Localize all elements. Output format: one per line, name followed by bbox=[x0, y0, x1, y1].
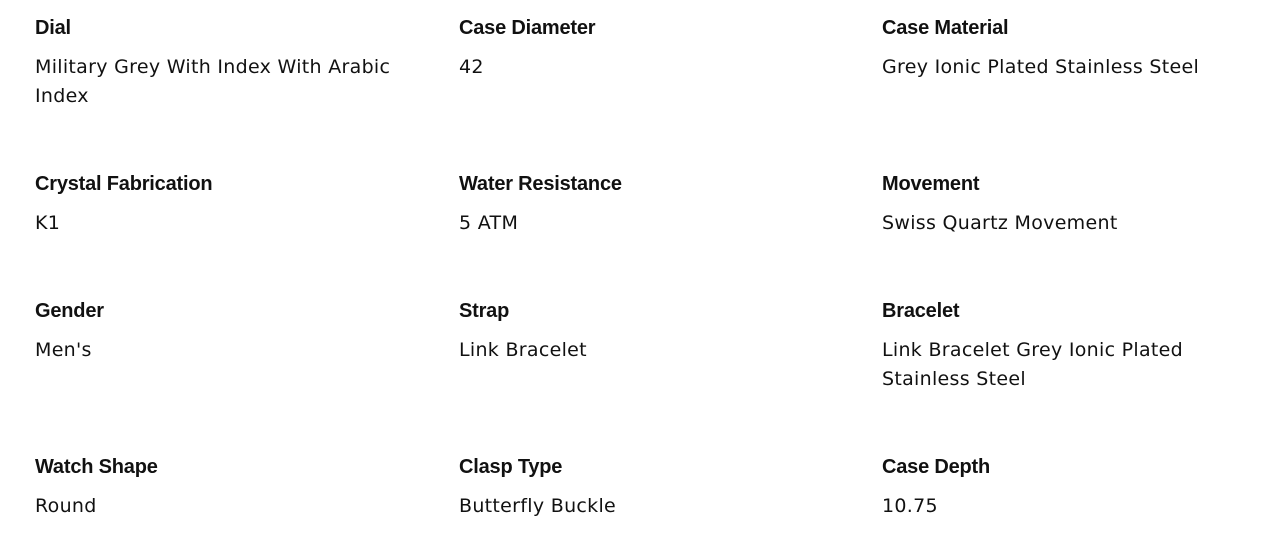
spec-water-resistance bbox=[459, 170, 882, 297]
spec-value: 10.75 bbox=[882, 495, 938, 517]
spec-label: Water Resistance bbox=[459, 173, 622, 195]
spec-label: Dial bbox=[35, 17, 71, 39]
spec-label: Case Diameter bbox=[459, 17, 596, 39]
spec-label: Movement bbox=[882, 173, 980, 195]
spec-value: Round bbox=[35, 495, 97, 517]
spec-bracelet bbox=[882, 297, 1273, 453]
spec-value: Grey Ionic Plated Stainless Steel bbox=[882, 56, 1200, 78]
spec-value: Link Bracelet bbox=[459, 339, 587, 361]
spec-strap bbox=[459, 297, 882, 453]
spec-case-diameter bbox=[459, 14, 882, 170]
spec-clasp-type bbox=[459, 453, 882, 533]
spec-value: 42 bbox=[459, 56, 484, 78]
spec-label: Gender bbox=[35, 300, 104, 322]
spec-value: Butterfly Buckle bbox=[459, 495, 617, 517]
spec-case-material bbox=[882, 14, 1273, 170]
spec-value: Men's bbox=[35, 339, 92, 361]
spec-crystal-fabrication bbox=[35, 170, 459, 297]
spec-movement bbox=[882, 170, 1273, 297]
spec-gender bbox=[35, 297, 459, 453]
spec-watch-shape bbox=[35, 453, 459, 533]
spec-label: Case Material bbox=[882, 17, 1009, 39]
spec-value: 5 ATM bbox=[459, 212, 519, 234]
spec-label: Clasp Type bbox=[459, 456, 563, 478]
spec-label: Crystal Fabrication bbox=[35, 173, 213, 195]
spec-dial bbox=[35, 14, 459, 170]
spec-value: Military Grey With Index With Arabic Index bbox=[35, 56, 391, 107]
spec-label: Watch Shape bbox=[35, 456, 158, 478]
spec-case-depth bbox=[882, 453, 1273, 533]
spec-label: Case Depth bbox=[882, 456, 991, 478]
spec-label: Strap bbox=[459, 300, 510, 322]
spec-label: Bracelet bbox=[882, 300, 960, 322]
spec-value: K1 bbox=[35, 212, 61, 234]
spec-value: Swiss Quartz Movement bbox=[882, 212, 1118, 234]
spec-value: Link Bracelet Grey Ionic Plated Stainless Steel bbox=[882, 339, 1184, 390]
